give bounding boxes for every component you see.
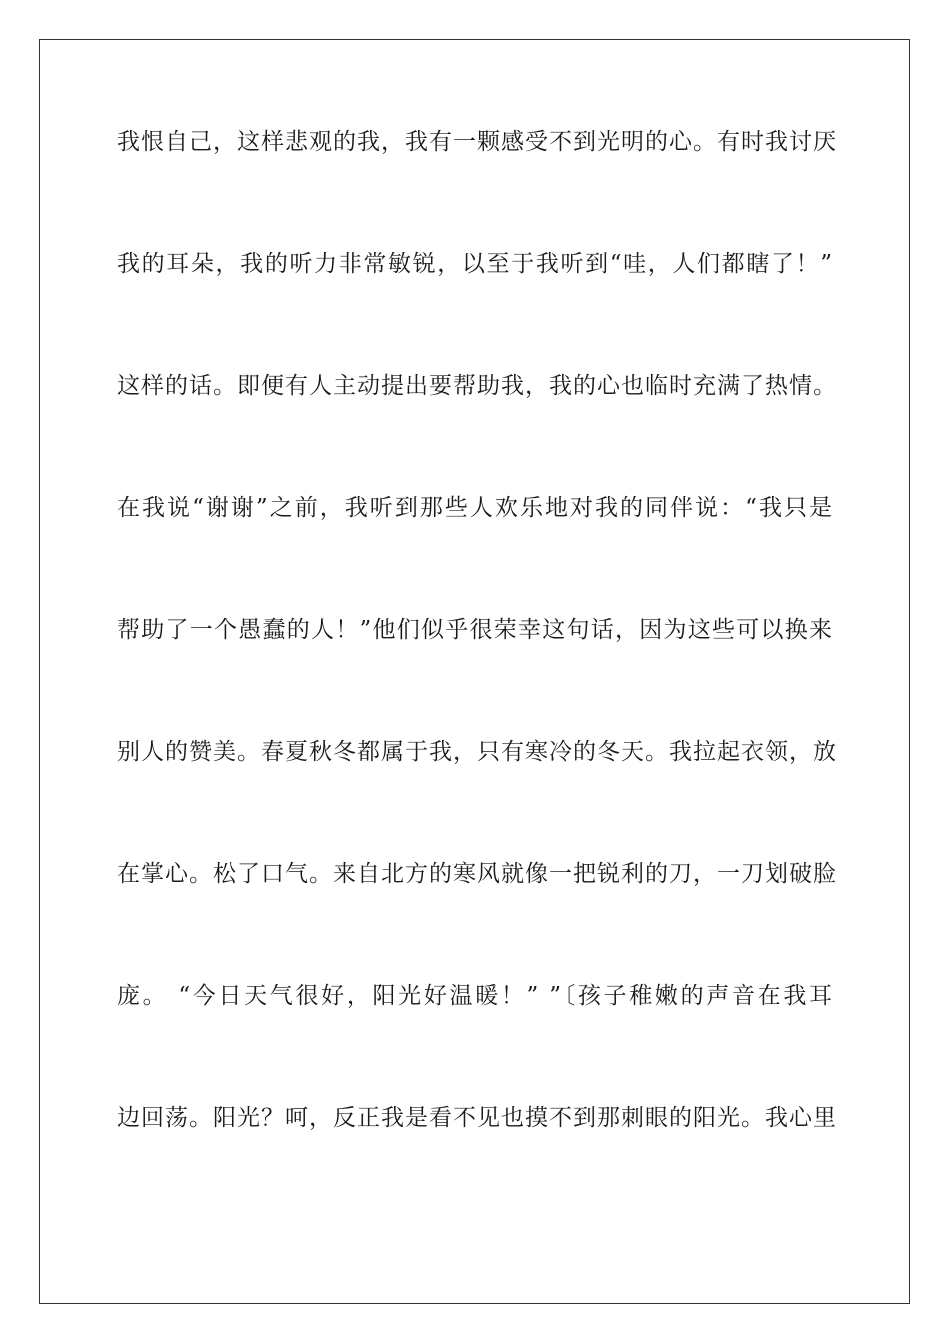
text-line: 在我说“谢谢”之前，我听到那些人欢乐地对我的同伴说：“我只是 — [117, 495, 833, 521]
document-body — [117, 129, 837, 1228]
text-line: 在掌心。松了口气。来自北方的寒风就像一把锐利的刀，一刀划破脸 — [117, 861, 837, 887]
text-line: 边回荡。阳光？呵，反正我是看不见也摸不到那刺眼的阳光。我心里 — [117, 1105, 837, 1131]
text-line: 庞。 “今日天气很好，阳光好温暖！” ”〔孩子稚嫩的声音在我耳 — [117, 983, 833, 1009]
text-line: 这样的话。即便有人主动提出要帮助我，我的心也临时充满了热情。 — [117, 373, 837, 399]
text-line: 帮助了一个愚蠢的人！”他们似乎很荣幸这句话，因为这些可以换来 — [117, 617, 833, 643]
text-line: 我恨自己，这样悲观的我，我有一颗感受不到光明的心。有时我讨厌 — [117, 129, 837, 155]
text-line: 我的耳朵，我的听力非常敏锐，以至于我听到“哇，人们都瞎了！” — [117, 251, 833, 277]
text-line: 别人的赞美。春夏秋冬都属于我，只有寒冷的冬天。我拉起衣领，放 — [117, 739, 837, 765]
